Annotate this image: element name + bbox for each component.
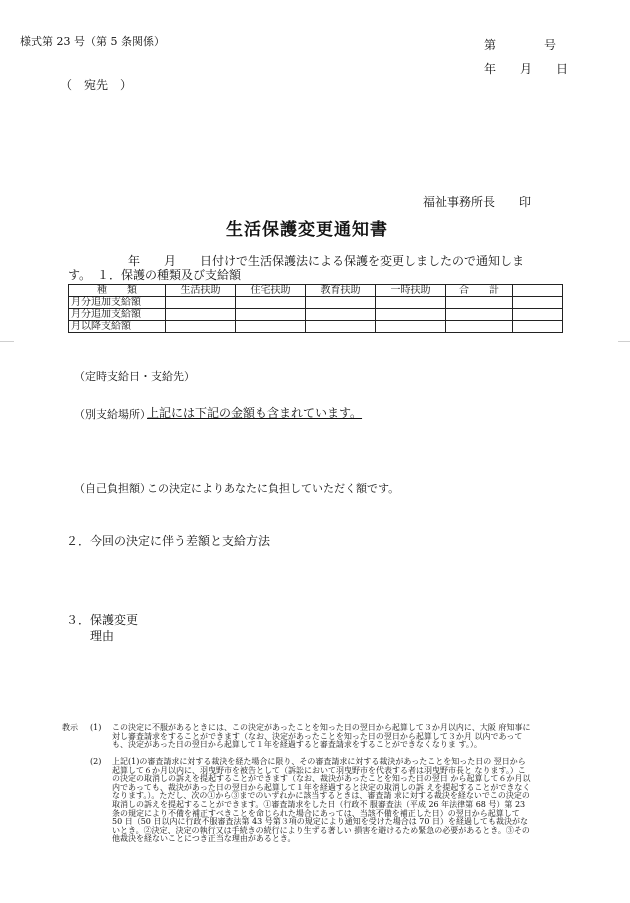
table-cell [446, 309, 513, 321]
table-cell [236, 309, 306, 321]
form-number: 様式第 23 号（第 5 条関係） [20, 35, 165, 48]
self-pay-label: （自己負担額） [74, 482, 151, 495]
column-header-blank [513, 285, 563, 297]
column-header-total: 合 計 [446, 285, 513, 297]
column-header-education: 教育扶助 [306, 285, 376, 297]
table-header-row [69, 285, 563, 297]
table-cell [513, 297, 563, 309]
fold-mark-left [0, 341, 14, 342]
table-row [69, 309, 563, 321]
table-cell [306, 297, 376, 309]
section-3-heading: ３．保護変更 [66, 613, 139, 627]
addressee: （ 宛先 ） [60, 78, 133, 92]
date-label: 年 月 日 [484, 62, 569, 76]
table-row [69, 297, 563, 309]
self-pay-text: この決定によりあなたに負担していただく額です。 [147, 482, 400, 495]
row-label: 月分追加支給額 [69, 309, 166, 321]
table-cell [513, 321, 563, 333]
table-cell [166, 309, 236, 321]
intro-line-2: す。 １．保護の種類及び支給額 [68, 268, 242, 282]
note-2-number: (2) [90, 757, 102, 766]
table-cell [306, 309, 376, 321]
table-cell [236, 297, 306, 309]
note-1-number: (1) [90, 723, 102, 732]
column-header-type: 種 類 [69, 285, 166, 297]
table-cell [376, 297, 446, 309]
table-cell [376, 321, 446, 333]
column-header-temporary: 一時扶助 [376, 285, 446, 297]
table-cell [166, 297, 236, 309]
note-1-text: この決定に不服があるときには、この決定があったことを知った日の翌日から起算して３か月以内に、大阪 府知事に対し審査請求をすることができます（なお、決定があったことを知った日の翌日から起算して３か月 以内であっても、決定があった日の翌日から起算して１年を経過すると審査請求をすることができなくなりま す。）。 [112, 723, 531, 750]
row-label: 月分追加支給額 [69, 297, 166, 309]
table-cell [446, 297, 513, 309]
separate-place-text: 上記には下記の金額も含まれています。 [147, 406, 363, 420]
section-2-heading: ２．今回の決定に伴う差額と支給方法 [66, 534, 271, 548]
fold-mark-right [618, 341, 630, 342]
document-number-label: 第 号 [484, 38, 557, 52]
table-cell [376, 309, 446, 321]
payment-day-label: （定時支給日・支給先） [74, 370, 195, 383]
table-cell [236, 321, 306, 333]
benefit-amount-table [68, 284, 563, 333]
column-header-housing: 住宅扶助 [236, 285, 306, 297]
page-title: 生活保護変更通知書 [226, 220, 388, 240]
table-cell [446, 321, 513, 333]
row-label: 月以降支給額 [69, 321, 166, 333]
table-cell [306, 321, 376, 333]
table-cell [513, 309, 563, 321]
note-2-text: 上記(1)の審査請求に対する裁決を経た場合に限り、その審査請求に対する裁決があったことを知った日の 翌日から起算して６か月以内に、羽曳野市を被告として（訴訟において羽曳野市を代表する者は羽曳野市長と なります。）この決定の取消しの訴えを提起することができます（なお、裁決があったことを知った日の翌日 から起算して６か月以内であっても、裁決があった日の翌日から起算して１年を経過すると決定の取消しの訴 えを提起することができなくなります。）。ただし、次の①から③までのいずれかに該当するときは、審査請 求に対する裁決を経ないでこの決定の取消しの訴えを提起することができます。①審査請求をした日（行政不 服審査法（平成 26 年法律第 68 号）第 23 条の規定により不備を補正すべきことを命じられた場合にあっては、当該不備を補正した日）の翌日から起算して 50 日（50 日以内に行政不服審査法第 43 号第３項の規定により通知を受けた場合は 70 日）を経過しても裁決がないとき。②決定、決定の執行又は手続きの続行により生ずる著しい 損害を避けるため緊急の必要があるとき。③その他裁決を経ないことにつき正当な理由があるとき。 [112, 757, 531, 844]
column-header-living: 生活扶助 [166, 285, 236, 297]
instructions-label: 教示 [62, 723, 78, 732]
intro-line-1: 年 月 日付けで生活保護法による保護を変更しましたので通知しま [128, 254, 525, 268]
section-3-subheading: 理由 [90, 629, 115, 643]
issuer: 福祉事務所長 印 [423, 195, 532, 209]
separate-place-label: （別支給場所） [74, 408, 151, 421]
table-cell [166, 321, 236, 333]
table-row [69, 321, 563, 333]
